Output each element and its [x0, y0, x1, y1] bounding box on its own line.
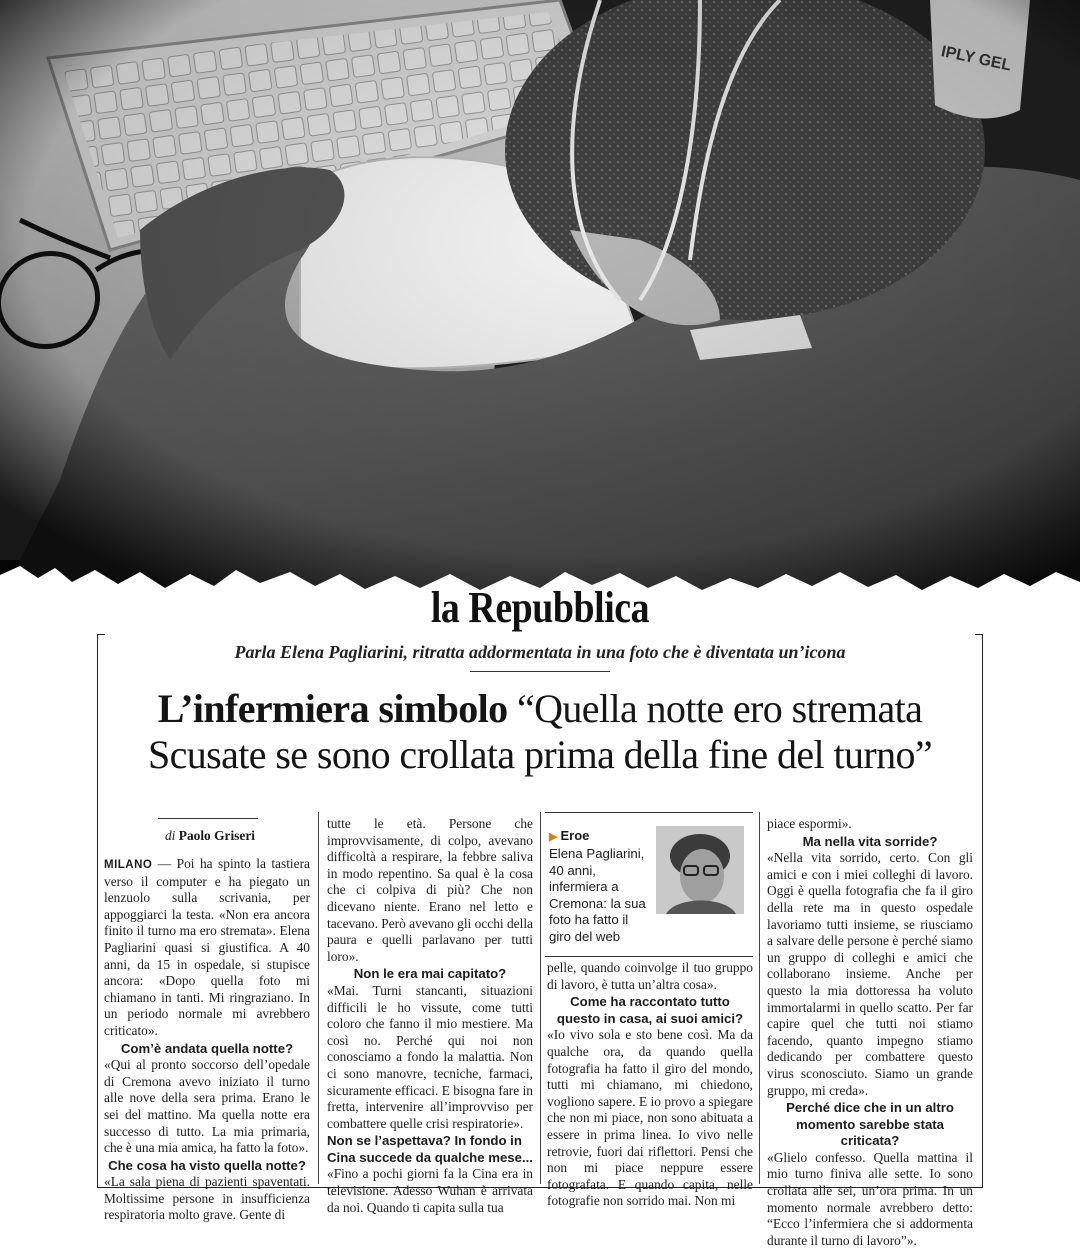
- column-3-p1: pelle, quando coinvolge il tuo gruppo di lavoro, è tutta un’altra cosa».: [547, 960, 753, 992]
- dateline-city: MILANO: [104, 859, 153, 871]
- kicker-rule: [470, 671, 610, 672]
- answer: «Mai. Turni stancanti, situazioni difficili le ho vissute, come tutti coloro che fanno il mio mestiere. Ma così no. Perché qui noi non conosciamo a fondo la malattia. Non ci sono manovre, tecniche, farmaci, sicuramente efficaci. E bisogna fare in fretta, intervenire all’improvviso per combattere quelle crisi respiratorie».: [327, 982, 533, 1131]
- sidebar-tag: [549, 828, 589, 843]
- column-4: [767, 816, 973, 1249]
- headline-line-1-rest: “Quella notte ero stremata: [507, 686, 923, 731]
- frame-corner-right: [975, 634, 983, 635]
- photo-nurse-asleep-on-keyboard: [0, 0, 1080, 600]
- question: Come ha raccontato tutto questo in casa, ai suoi amici?: [556, 994, 744, 1026]
- byline: [110, 828, 310, 844]
- hero-photo: [0, 0, 1080, 600]
- byline-rule: [158, 818, 258, 819]
- answer: «Qui al pronto soccorso dell’opedale di Cremona avevo iniziato il turno alle nove della sera prima. Erano le sei del mattino. Ma quella notte era successo di tutto. La mia primaria, che è una mia amica, ha fatto la foto».: [104, 1057, 310, 1156]
- answer: «Glielo confesso. Quella mattina il mio turno finiva alle sette. Io sono crollata alle sei, un’ora prima. In un momento normale avrebbero detto: “Ecco l’infermiera che si addormenta durante il turno di lavoro”».: [767, 1149, 973, 1248]
- byline-author: Paolo Griseri: [178, 828, 255, 843]
- question: Che cosa ha visto quella notte?: [108, 1157, 306, 1173]
- headline-bold: L’infermiera simbolo: [157, 686, 508, 731]
- column-divider: [318, 812, 319, 1184]
- headline-line-1: [100, 686, 980, 732]
- column-1: [104, 856, 310, 1224]
- headline: [100, 686, 980, 778]
- sidebar-rule-bottom: [545, 956, 753, 957]
- byline-prefix: di: [164, 828, 176, 843]
- sidebar-tag-label: Eroe: [560, 828, 590, 843]
- question: Non le era mai capitato?: [353, 966, 507, 982]
- column-1-lead: [104, 856, 310, 1040]
- frame-corner-left: [97, 634, 105, 635]
- column-3: [547, 960, 753, 1210]
- column-2-p1: tutte le età. Persone che improvvisamente, di colpo, avevano difficoltà a respirare, la febbre saliva in modo repentino. Sa qual è la cosa che ci colpiva di più? Che non dicevano niente. Erano nel letto e tacevano. Però avevano gli occhi della paura e quelli parlavano per tutti loro».: [327, 816, 533, 964]
- sidebar-rule-top: [545, 812, 753, 813]
- portrait-photo: [656, 826, 744, 914]
- question: Non se l’aspettava? In fondo in Cina succede da qualche mese...: [327, 1133, 533, 1165]
- question: Perché dice che in un altro momento sarebbe stata criticata?: [786, 1100, 954, 1149]
- answer: «La sala piena di pazienti spaventati. Moltissime persone in insufficienza respiratoria molto grave. Gente di: [104, 1174, 310, 1223]
- sidebar-caption: Elena Pagliarini, 40 anni, infermiera a Cremona: la sua foto ha fatto il giro del web: [549, 846, 646, 944]
- question: Ma nella vita sorride?: [802, 833, 938, 849]
- column-2: [327, 816, 533, 1216]
- answer: «Fino a pochi giorni fa la Cina era in televisione. Adesso Wuhan è arrivata da noi. Quando ti capita sulla tua: [327, 1166, 533, 1215]
- column-divider: [759, 812, 760, 1184]
- column-1-p1: — Poi ha spinto la tastiera verso il computer e ha piegato un lenzuolo sulla scrivania, per appoggiarci la testa. «Non era ancora finito il turno ma ero stremata». Elena Pagliarini quasi si giustifica. A 40 anni, da 15 in ospedale, si stupisce ancora: «Dopo quella foto mi chiamano in tanti. Mi ringraziano. In un periodo normale mi avrebbero criticato».: [104, 856, 310, 1038]
- answer: «Nella vita sorrido, certo. Con gli amici e con i miei colleghi di lavoro. Oggi è quella fotografia che fa il giro della rete ma in questo ospedale lavoriamo tutti insieme, se riusciamo a salvare delle persone è perché siamo un gruppo di colleghi e amici che collaborano insieme. Anche per questo la mia dottoressa ha voluto immortalarmi in quello scatto. Per far capire quel che tutti noi stiamo facendo, quanto impegno stiamo dedicando per combattere questo virus sconosciuto. Siamo un grande gruppo, mi creda».: [767, 850, 973, 1098]
- masthead: la Repubblica: [430, 583, 650, 632]
- kicker: Parla Elena Pagliarini, ritratta addormentata in una foto che è diventata un’icona: [234, 642, 846, 662]
- column-4-p1: piace espormi».: [767, 816, 852, 831]
- column-divider: [540, 812, 541, 1184]
- triangle-icon: ▶: [549, 831, 558, 843]
- portrait-woman-glasses-icon: [656, 826, 744, 914]
- question: Com’è andata quella notte?: [120, 1040, 294, 1056]
- answer: «Io vivo sola e sto bene così. Ma da qualche ora, da quando quella fotografia ha fatto il giro del mondo, tutti mi chiamano, mi chiedono, vogliono sapere. E io provo a spiegare che non mi piace, non sono abituata a essere in prima linea. Io vivo nelle retrovie, fuori dai riflettori. Pensi che non mi piace neppure essere fotografata. E quando capita, nelle fotografie non sorrido mai. Non mi: [547, 1027, 753, 1209]
- headline-line-2: Scusate se sono crollata prima della fine del turno”: [147, 732, 933, 777]
